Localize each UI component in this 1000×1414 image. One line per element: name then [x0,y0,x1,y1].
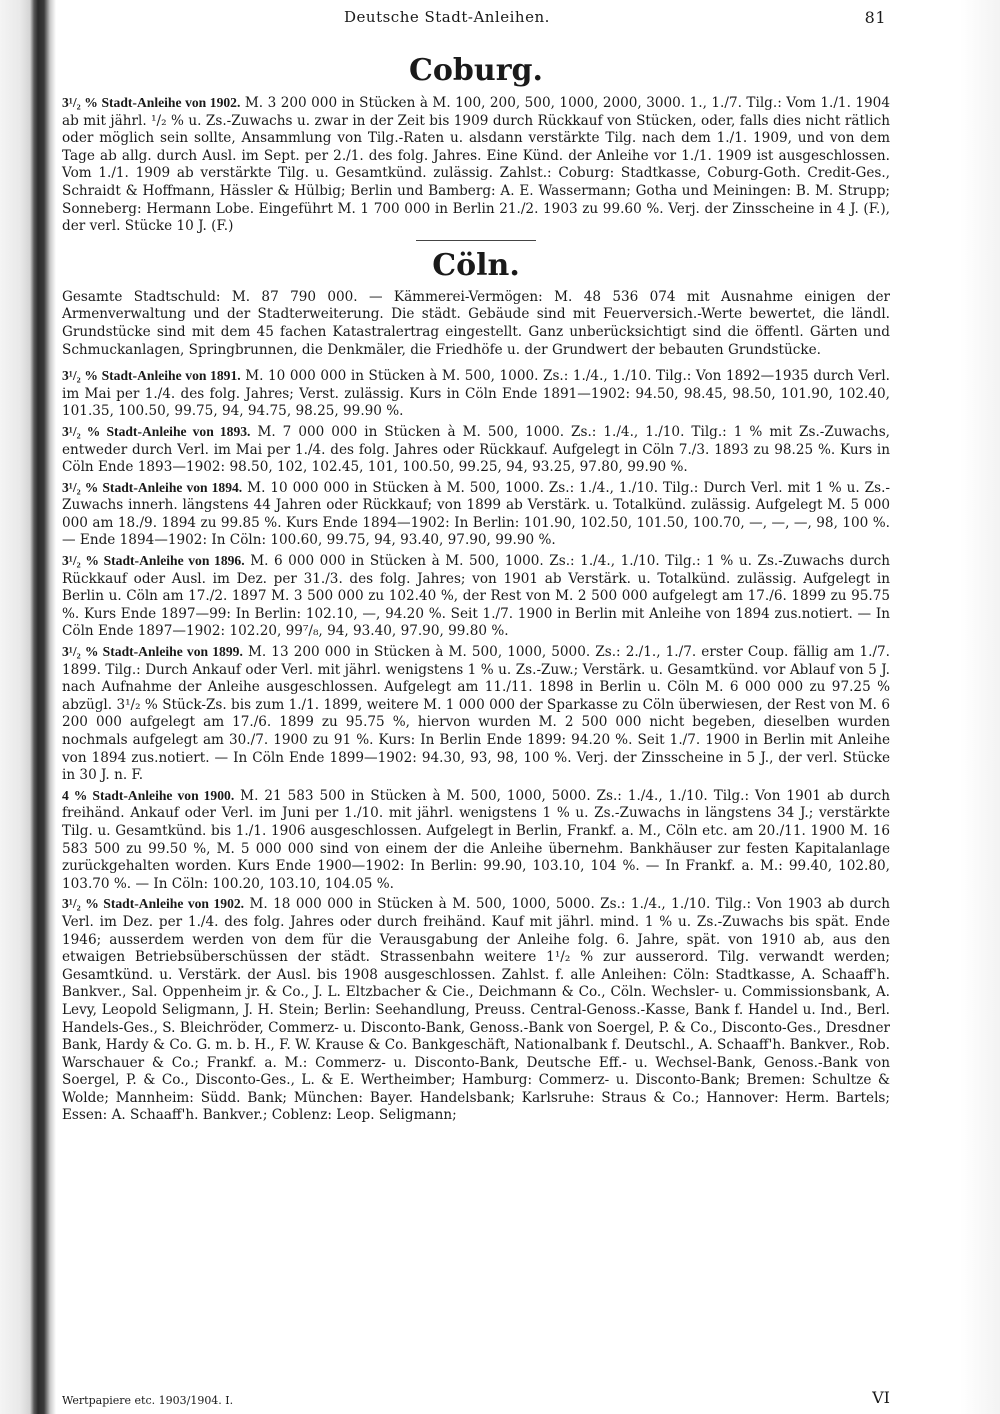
coeln-entry-1893 [62,423,890,477]
section-divider [416,240,536,241]
entry-text: M. 3 200 000 in Stücken à M. 100, 200, 500, 1000, 2000, 3000. 1., 1./7. Tilg.: Vom 1./1. 1904 ab mit jährl. ¹/₂ % u. Zs.-Zuwachs u. zwar in der Zeit bis 1909 durch Rückkauf von Stücken, oder, falls dies nicht rätlich oder möglich sein sollte, Ansammlung von Tilg.-Raten u. alsdann verstärkte Tilg. nach dem 1./1. 1909, und von dem Tage ab allg. durch Ausl. im Sept. per 2./1. des folg. Jahres. Eine Künd. der Anleihe vor 1./1. 1909 ist ausgeschlossen. Vom 1./1. 1909 ab verstärkte Tilg. u. Gesamtkünd. zulässig. Zahlst.: Coburg: Stadtkasse, Coburg-Goth. Credit-Ges., Schraidt & Hoffmann, Hässler & Hülbig; Berlin und Bamberg: A. E. Wassermann; Gotha und Meiningen: B. M. Strupp; Sonneberg: Hermann Lobe. Eingeführt M. 1 700 000 in Berlin 21./2. 1903 zu 99.60 %. Verj. der Zinsscheine in 4 J. (F.), der verl. Stücke 10 J. (F.) [62,95,890,235]
entry-head: 3¹/₂ % Stadt-Anleihe von 1902. [62,896,245,912]
city-heading-coburg: Coburg. [409,53,543,88]
entry-head: 4 % Stadt-Anleihe von 1900. [62,787,235,803]
entry-head: 3¹/₂ % Stadt-Anleihe von 1899. [62,644,243,660]
running-head-title: Deutsche Stadt-Anleihen. [344,8,550,26]
coeln-entry-1891 [62,367,890,421]
entry-head: 3¹/₂ % Stadt-Anleihe von 1902. [62,95,241,110]
city-heading-coeln: Cöln. [432,247,520,283]
running-head [62,8,890,30]
entry-head: 3¹/₂ % Stadt-Anleihe von 1894. [62,479,243,495]
page-footer [62,1388,890,1408]
right-margin [900,0,1000,1414]
coeln-intro: Gesamte Stadtschuld: M. 87 790 000. — Kämmerei-Vermögen: M. 48 536 074 mit Ausnahme einigen der Armenverwaltung und der Stadterweiterung. Die städt. Gebäude sind mit Feuerversich.-Werte bewertet, die ländl. Grundstücke sind mit dem 45 fachen Katastralertrag eingestellt. Ganz unberücksichtigt sind die öffentl. Gärten und Schmuckanlagen, Springbrunnen, die Denkmäler, die Friedhöfe u. der Grundwert der bebauten Grundstücke. [62,288,890,358]
entry-head: 3¹/₂ % Stadt-Anleihe von 1896. [62,553,245,569]
entry-text: M. 21 583 500 in Stücken à M. 500, 1000, 5000. Zs.: 1./4., 1./10. Tilg.: Von 1901 ab durch freihänd. Ankauf oder Verl. im Juni per 1./10. mit jährl. wenigstens 1 % u. Zs.-Zuwachs in längstens 34 J.; verstärkte Tilg. u. Gesamtkünd. bis 1./1. 1906 ausgeschlossen. Aufgelegt in Berlin, Frankf. a. M., Cöln etc. am 20./11. 1900 M. 16 583 500 zu 99.50 %, M. 5 000 000 sind von einem der die Anleihe übernehm. Bankhäuser zur festen Kapitalanlage zurückgehalten worden. Kurs Ende 1900—1902: In Berlin: 99.90, 103.10, 104 %. — In Frankf. a. M.: 99.40, 102.80, 103.70 %. — In Cöln: 100.20, 103.10, 104.05 %. [62,787,891,892]
entry-head: 3¹/₂ % Stadt-Anleihe von 1891. [62,368,241,384]
coeln-entry-1902 [62,895,890,1125]
spacer [62,359,890,367]
page-number: 81 [864,8,886,27]
entry-text: M. 10 000 000 in Stücken à M. 500, 1000. Zs.: 1./4., 1./10. Tilg.: Durch Verl. mit 1 % u. Zs.-Zuwachs innerh. längstens 44 Jahren oder Rückkauf; von 1899 ab Verstärk. u. Totalkünd. zulässig. Aufgelegt M. 5 000 000 am 18./9. 1894 zu 99.85 %. Kurs Ende 1894—1902: In Berlin: 101.90, 102.50, 101.50, 100.70, —, —, —, 98, 100 %. — Ende 1894—1902: In Cöln: 100.60, 99.75, 94, 93.40, 97.90, 99.90 %. [62,479,890,549]
coeln-entry-1896 [62,552,890,641]
coeln-entry-1899 [62,643,890,785]
footer-imprint: Wertpapiere etc. 1903/1904. I. [62,1394,234,1407]
binding-shadow [0,0,56,1414]
entry-text: M. 7 000 000 in Stücken à M. 500, 1000. Zs.: 1./4., 1./10. Tilg.: 1 % mit Zs.-Zuwachs, entweder durch Verl. im Mai per 1./4. des folg. Jahres oder Rückkauf. Aufgelegt in Cöln 7./3. 1893 zu 98.25 %. Kurs in Cöln Ende 1893—1902: 98.50, 102, 102.45, 101, 100.50, 99.25, 94, 93.25, 97.80, 99.90 %. [62,423,890,476]
page [62,0,890,1414]
coeln-entry-1894 [62,479,890,550]
entry-head: 3¹/₂ % Stadt-Anleihe von 1893. [62,423,251,439]
section-coburg [62,54,890,236]
coeln-entry-1900 [62,787,890,894]
coburg-entry-1902 [62,94,890,236]
entry-text: M. 13 200 000 in Stücken à M. 500, 1000, 5000. Zs.: 2./1., 1./7. erster Coup. fällig am 1./7. 1899. Tilg.: Durch Ankauf oder Verl. mit jährl. wenigstens 1 % u. Zs.-Zuw.; Verstärk. u. Gesamtkünd. vor Ablauf von 5 J. nach Aufnahme der Anleihe ausgeschlossen. Aufgelegt am 11./11. 1898 in Berlin u. Cöln M. 6 000 000 zu 97.25 % abzügl. 3¹/₂ % Stück-Zs. bis zum 1./1. 1899, weitere M. 1 000 000 der Sparkasse zu Cöln überwiesen, der Rest von M. 6 200 000 aufgelegt am 17./6. 1899 zu 95.75 %, hiervon wurden M. 2 500 000 nicht begeben, dieselben wurden nochmals aufgelegt am 30./7. 1900 zu 91 %. Kurs: In Berlin Ende 1899: 94.20 %. Seit 1./7. 1900 in Berlin mit Anleihe von 1894 zus.notiert. — In Cöln Ende 1899—1902: 94.30, 93, 98, 100 %. Verj. der Zinsscheine in 5 J., der verl. Stücke in 30 J. n. F. [62,644,890,784]
entry-text: M. 18 000 000 in Stücken à M. 500, 1000, 5000. Zs.: 1./4., 1./10. Tilg.: Von 1903 ab durch Verl. im Dez. per 1./4. des folg. Jahres oder durch freihänd. Kauf mit jährl. mind. 1 % u. Zs.-Zuwachs bis spät. Ende 1946; ausserdem werden von dem für die Verausgabung der Anleihe folg. 6. Jahre, spät. von 1910 ab, aus den etwaigen Betriebsüberschüssen der städt. Strassenbahn weitere 1¹/₂ % zur ausserord. Tilg. verwandt werden; Gesamtkünd. u. Verstärk. der Ausl. bis 1908 ausgeschlossen. Zahlst. f. alle Anleihen: Cöln: Stadtkasse, A. Schaaff'h. Bankver., Sal. Oppenheim jr. & Co., J. L. Eltzbacher & Cie., Deichmann & Co., Cöln. Wechsler- u. Commissionsbank, A. Levy, Leopold Seligmann, J. H. Stein; Berlin: Seehandlung, Preuss. Central-Genoss.-Kasse, Bank f. Handel u. Ind., Berl. Handels-Ges., S. Bleichröder, Commerz- u. Disconto-Bank, Genoss.-Bank von Soergel, P. & Co., Disconto-Ges., Dresdner Bank, Hardy & Co. G. m. b. H., F. W. Krause & Co. Bankgeschäft, Nationalbank f. Deutschl., A. Schaaff'h. Bankver., Rob. Warschauer & Co.; Frankf. a. M.: Commerz- u. Disconto-Bank, Deutsche Eff.- u. Wechsel-Bank, Genoss.-Bank von Soergel, P. & Co., Disconto-Ges., L. & E. Wertheimber; Hamburg: Commerz- u. Disconto-Bank; Bremen: Schultze & Wolde; Mannheim: Südd. Bank; München: Bayer. Handelsbank; Karlsruhe: Straus & Co.; Hannover: Herm. Bartels; Essen: A. Schaaff'h. Bankver.; Coblenz: Leop. Seligmann; [62,896,890,1124]
entry-text: M. 10 000 000 in Stücken à M. 500, 1000. Zs.: 1./4., 1./10. Tilg.: Von 1892—1935 durch Verl. im Mai per 1./4. des folg. Jahres; Verst. zulässig. Kurs in Cöln Ende 1891—1902: 94.50, 98.45, 98.50, 101.90, 102.40, 101.35, 100.50, 99.75, 94, 94.75, 98.25, 99.90 %. [62,368,890,420]
signature-mark: VI [872,1388,890,1407]
page-content [62,50,890,1125]
entry-text: M. 6 000 000 in Stücken à M. 500, 1000. Zs.: 1./4., 1./10. Tilg.: 1 % u. Zs.-Zuwachs durch Rückkauf oder Ausl. im Dez. per 31./3. des folg. Jahres; von 1901 ab Verstärk. u. Totalkünd. zulässig. Aufgelegt in Berlin u. Cöln am 17./2. 1897 M. 3 500 000 zu 102.40 %, der Rest von M. 2 500 000 aufgelegt am 17./6. 1899 zu 95.75 %. Kurs Ende 1897—99: In Berlin: 102.10, —, 94.20 %. Seit 1./7. 1900 in Berlin mit Anleihe von 1894 zus.notiert. — In Cöln Ende 1897—1902: 102.20, 99⁷/₈, 94, 93.40, 97.90, 99.80 %. [62,553,890,640]
section-coeln [62,249,890,1125]
